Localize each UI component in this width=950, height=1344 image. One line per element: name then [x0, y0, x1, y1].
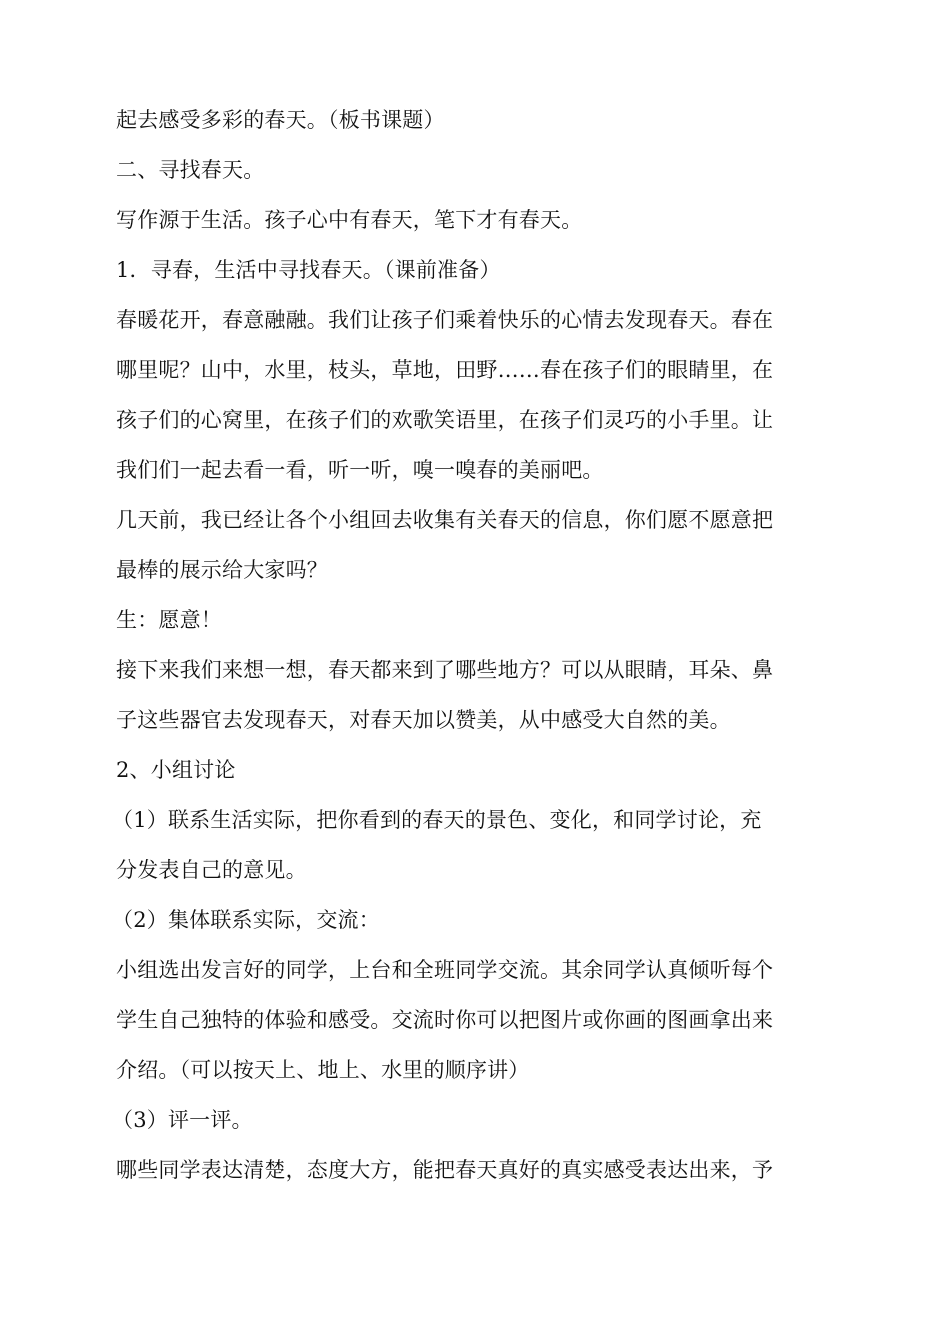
text-line-16: 分发表自己的意见。: [116, 858, 307, 882]
subheading-1: 1．寻春，生活中寻找春天。（课前准备）: [116, 258, 501, 282]
text-line-11: 生：愿意！: [116, 608, 222, 632]
text-line-15: （1）联系生活实际，把你看到的春天的景色、变化，和同学讨论，充: [112, 808, 762, 832]
text-line-21: （3）评一评。: [112, 1108, 253, 1132]
subheading-2: 2、小组讨论: [116, 758, 236, 782]
text-line-13: 子这些器官去发现春天，对春天加以赞美，从中感受大自然的美。: [116, 708, 731, 732]
text-line-5: 春暖花开，春意融融。我们让孩子们乘着快乐的心情去发现春天。春在: [116, 308, 774, 332]
text-line-19: 学生自己独特的体验和感受。交流时你可以把图片或你画的图画拿出来: [116, 1008, 774, 1032]
text-line-7: 孩子们的心窝里，在孩子们的欢歌笑语里，在孩子们灵巧的小手里。让: [116, 408, 774, 432]
text-line-10: 最棒的展示给大家吗？: [116, 558, 328, 582]
text-line-17: （2）集体联系实际，交流：: [112, 908, 380, 932]
text-line-6: 哪里呢？山中，水里，枝头，草地，田野……春在孩子们的眼睛里，在: [116, 358, 774, 382]
text-line-8: 我们们一起去看一看，听一听，嗅一嗅春的美丽吧。: [116, 458, 604, 482]
section-heading-find-spring: 二、寻找春天。: [116, 158, 265, 182]
text-line-1: 起去感受多彩的春天。（板书课题）: [116, 108, 445, 132]
text-line-3: 写作源于生活。孩子心中有春天，笔下才有春天。: [116, 208, 583, 232]
text-line-20: 介绍。（可以按天上、地上、水里的顺序讲）: [116, 1058, 530, 1082]
text-line-22: 哪些同学表达清楚，态度大方，能把春天真好的真实感受表达出来，予: [116, 1158, 774, 1182]
text-line-18: 小组选出发言好的同学，上台和全班同学交流。其余同学认真倾听每个: [116, 958, 774, 982]
text-line-9: 几天前，我已经让各个小组回去收集有关春天的信息，你们愿不愿意把: [116, 508, 774, 532]
text-line-12: 接下来我们来想一想，春天都来到了哪些地方？可以从眼睛，耳朵、鼻: [116, 658, 774, 682]
